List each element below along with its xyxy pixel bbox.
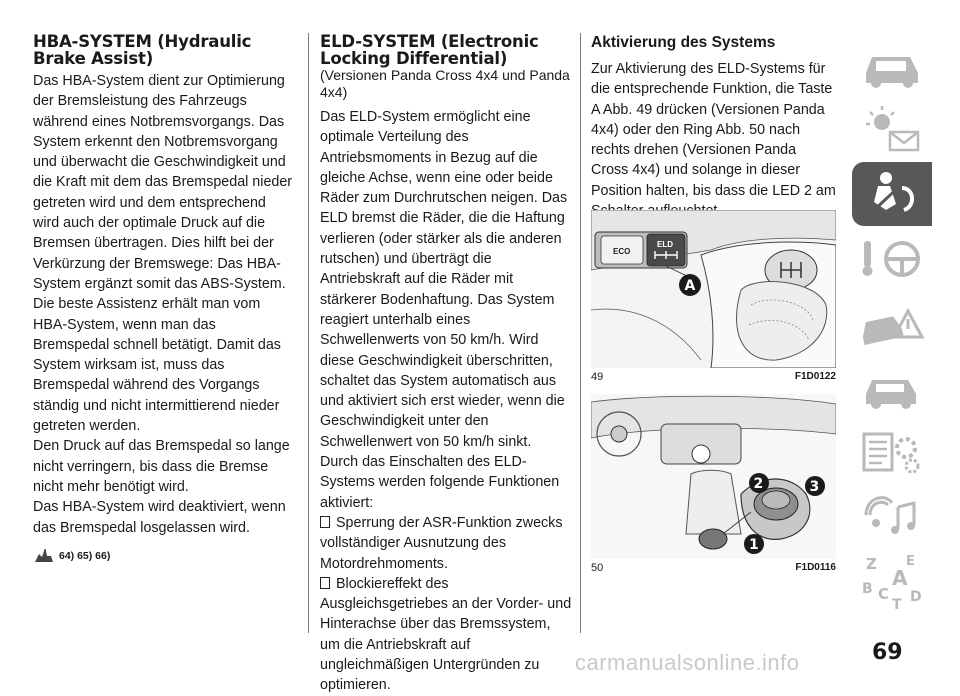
warning-lights-icon: [852, 98, 932, 162]
watermark: carmanualsonline.info: [575, 650, 800, 675]
safety-airbag-icon: [852, 162, 932, 226]
tab-maintenance[interactable]: [852, 420, 932, 484]
chapter-tabs: [852, 33, 932, 614]
tab-multimedia[interactable]: [852, 485, 932, 549]
paragraph: Die beste Assistenz erhält man vom HBA-System, wenn man das Bremspedal schnell betätigt. Damit das System wirksam ist, muss das Bremspedal während des Vorgangs ständig und nicht intermittierend nieder getreten werden.: [33, 296, 281, 435]
figure-code: F1D0116: [795, 562, 836, 573]
figure-caption: [591, 562, 836, 574]
paragraph: Das ELD-System ermöglicht eine optimale Verteilung des Antriebsmoments in Bezug auf die gleiche Achse, wenn eine oder beide Räder zum Durchrutschen neigen. Das ELD bremst die Räder, die die Haftung verlieren (oder stärker als die anderen rutschen) und überträgt die Antriebskraft auf die Räder mit stärkerer Bodenhaftung. Das System reagiert unterhalb eines Schwellenwerts von 50 km/h. Wird diese Geschwindigkeit überschritten, schaltet das System automatisch aus und aktiviert sich erst wieder, wenn die Geschwindigkeit unter den Schwellenwert von 50 km/h sinkt.: [320, 109, 568, 450]
eco-button-label: ECO: [613, 247, 631, 256]
index-icon: [852, 549, 932, 613]
figure-caption: [591, 371, 836, 383]
figure-number: 50: [591, 562, 604, 574]
figure-49: [591, 210, 836, 383]
eld-button-label: ELD: [657, 240, 673, 249]
marker-1: 1: [749, 537, 759, 553]
bullet-item: [320, 574, 572, 696]
paragraph: Das HBA-System wird deaktiviert, wenn das Bremspedal losgelassen wird.: [33, 499, 286, 536]
tab-index[interactable]: [852, 549, 932, 613]
section-title-hba: HBA-SYSTEM (Hydraulic Brake Assist): [33, 32, 252, 68]
car-care-icon: [852, 356, 932, 420]
maintenance-icon: [852, 420, 932, 484]
checkbox-bullet-icon: [320, 516, 330, 528]
figure-code: F1D0122: [794, 371, 836, 382]
index-letter: E: [906, 554, 915, 569]
column-hba: [33, 33, 295, 564]
column-divider: [580, 33, 581, 633]
tab-car-dashboard[interactable]: [852, 33, 932, 97]
references-text: 64) 65) 66): [59, 549, 111, 562]
column-activation: [591, 33, 836, 221]
index-letter: B: [862, 581, 873, 597]
index-letter: D: [910, 589, 922, 605]
paragraph: Zur Aktivierung des ELD-Systems für die entsprechende Funktion, die Taste A Abb. 49 drücken (Versionen Panda 4x4) oder den Ring Abb. 50 nach rechts drehen (Versionen Panda Cross 4x4) und solange in dieser Position halten, bis dass die LED 2 am: [591, 61, 836, 199]
start-driving-icon: [852, 227, 932, 291]
paragraph: Den Druck auf das Bremspedal so lange nicht verringern, bis dass die Bremse nicht mehr benötigt wird.: [33, 438, 290, 495]
section-title-eld: ELD-SYSTEM (Electronic Locking Differential): [320, 32, 539, 68]
tab-warning-lights[interactable]: [852, 98, 932, 162]
section-title-activation: Aktivierung des Systems: [591, 34, 776, 51]
bullet-text: Sperrung der ASR-Funktion zwecks vollständiger Ausnutzung des Motordrehmoments.: [320, 514, 563, 572]
paragraph: Durch das Einschalten des ELD-Systems werden folgende Funktionen aktiviert:: [320, 454, 560, 511]
marker-2: 2: [753, 476, 764, 492]
index-letter: Z: [866, 555, 877, 573]
column-divider: [308, 33, 309, 633]
index-letter: A: [892, 566, 908, 590]
tab-emergency[interactable]: [852, 291, 932, 355]
hand-warning-icon: [33, 548, 55, 564]
figure-50: [591, 394, 836, 574]
tab-car-care[interactable]: [852, 356, 932, 420]
marker-a: A: [684, 278, 696, 294]
car-dashboard-icon: [852, 33, 932, 97]
paragraph: Das HBA-System dient zur Optimierung der Bremsleistung des Fahrzeugs während eines Notbremsvorgangs. Das System erkennt den Notbremsvorgang und überwacht die Geschwindigkeit und die Kraft mit dem das Bremspedal nieder getreten wird und dem entsprechend wird auch der optimale Druck auf die Bremsen übertragen. Dies hilft bei der Verkürzung der Bremswege: Das HBA-System ergänzt somit das ABS-System.: [33, 73, 293, 292]
marker-3: 3: [809, 479, 820, 495]
column-eld: [320, 33, 572, 696]
tab-start-driving[interactable]: [852, 227, 932, 291]
eld-button-illustration: [591, 210, 836, 368]
figure-number: 49: [591, 371, 604, 383]
section-subtitle: (Versionen Panda Cross 4x4 und Panda 4x4): [320, 67, 570, 100]
warning-references: [33, 548, 295, 564]
eld-ring-illustration: [591, 394, 836, 559]
multimedia-icon: [852, 485, 932, 549]
bullet-item: [320, 513, 572, 574]
page-number: 69: [872, 640, 903, 665]
index-letter: C: [878, 585, 890, 603]
tab-safety[interactable]: [852, 162, 932, 226]
index-letter: T: [892, 597, 902, 613]
emergency-icon: [852, 291, 932, 355]
bullet-text: Blockiereffekt des Ausgleichsgetriebes an der Vorder- und Hinterachse über das Bremssystem, um die Antriebskraft auf ungleichmäßigen Untergründen zu optimieren.: [320, 575, 572, 694]
checkbox-bullet-icon: [320, 577, 330, 589]
